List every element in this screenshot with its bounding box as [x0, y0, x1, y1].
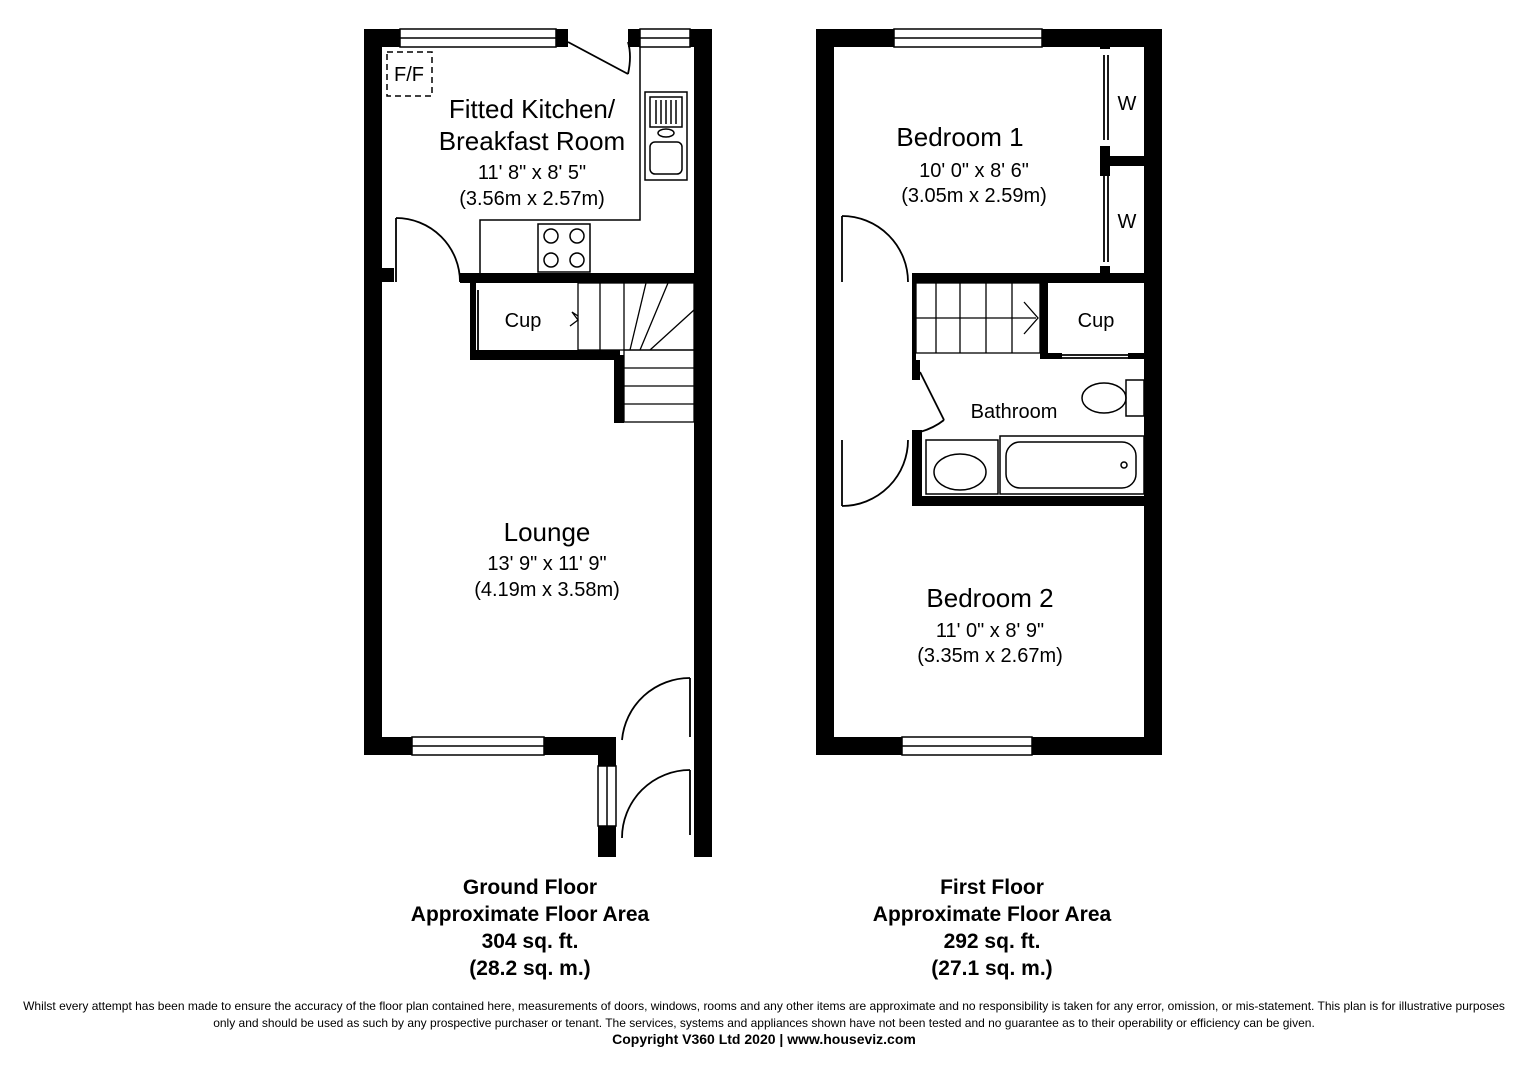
bedroom1-metric-size: (3.05m x 2.59m) — [901, 185, 1047, 207]
bathroom-label: Bathroom — [970, 401, 1058, 423]
lounge-name: Lounge — [503, 517, 591, 547]
basin-icon — [926, 440, 998, 494]
ground-floor-sqm: (28.2 sq. m.) — [469, 957, 591, 980]
disclaimer-text: Whilst every attempt has been made to ensure the accuracy of the floor plan contained here, measurements of doors, windows, rooms and any other items are approximate and no responsibility is taken for any error, omission, or mis-statement. This plan is for illustrative purposes only and should be used as such by any prospective purchaser or tenant. The services, systems and appliances shown have not been tested and no guarantee as to their operability or efficiency can be given. — [23, 999, 1505, 1030]
ground-floor-area-caption — [330, 874, 730, 982]
kitchen-imperial-size: 11' 8" x 8' 5" — [477, 162, 587, 184]
kitchen-name-line2: Breakfast Room — [438, 126, 626, 156]
bedroom1-imperial-size: 10' 0" x 8' 6" — [919, 160, 1029, 182]
first-floor-plan — [816, 29, 1162, 755]
fridge-freezer-label: F/F — [394, 64, 424, 86]
first-floor-title: First Floor — [940, 876, 1044, 899]
first-cupboard-label: Cup — [1077, 310, 1115, 332]
ground-floor-sqft: 304 sq. ft. — [481, 930, 579, 953]
ground-cupboard-label: Cup — [504, 310, 542, 332]
ground-floor-labels — [394, 64, 625, 601]
first-floor-labels — [896, 93, 1136, 667]
ground-floor-plan — [364, 29, 712, 857]
bedroom2-name: Bedroom 2 — [926, 583, 1054, 613]
lounge-metric-size: (4.19m x 3.58m) — [474, 579, 620, 601]
wardrobe2-label: W — [1117, 211, 1137, 233]
first-floor-stairs — [916, 283, 1040, 353]
bedroom2-metric-size: (3.35m x 2.67m) — [917, 645, 1063, 667]
kitchen-units — [387, 47, 687, 273]
toilet-icon — [1126, 380, 1144, 416]
bedroom1-name: Bedroom 1 — [896, 122, 1024, 152]
bedroom2-imperial-size: 11' 0" x 8' 9" — [935, 620, 1045, 642]
copyright-text: Copyright V360 Ltd 2020 | www.houseviz.com — [612, 1031, 916, 1047]
ground-floor-area-subtitle: Approximate Floor Area — [410, 903, 650, 926]
kitchen-metric-size: (3.56m x 2.57m) — [459, 188, 605, 210]
lounge-imperial-size: 13' 9" x 11' 9" — [487, 553, 607, 575]
first-floor-sqm: (27.1 sq. m.) — [931, 957, 1053, 980]
ground-floor-title: Ground Floor — [462, 876, 598, 899]
first-floor-area-caption — [792, 874, 1192, 982]
kitchen-name-line1: Fitted Kitchen/ — [448, 94, 616, 124]
bath-icon — [1000, 436, 1144, 494]
first-floor-area-subtitle: Approximate Floor Area — [872, 903, 1112, 926]
bathroom-fixtures — [926, 380, 1144, 494]
first-floor-sqft: 292 sq. ft. — [943, 930, 1041, 953]
wardrobe1-label: W — [1117, 93, 1137, 115]
